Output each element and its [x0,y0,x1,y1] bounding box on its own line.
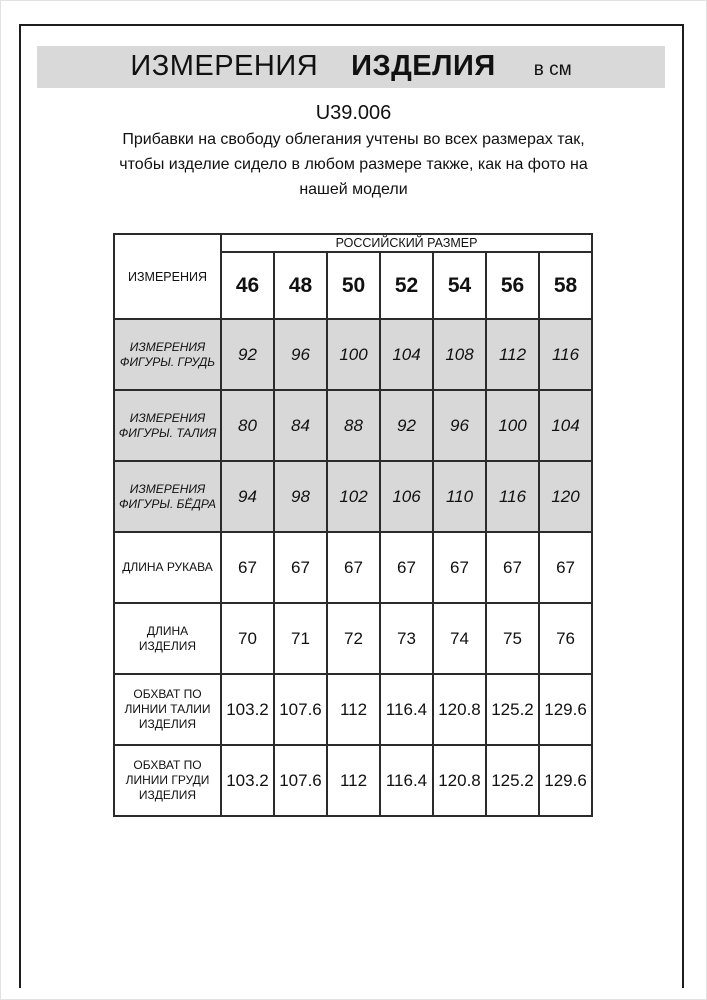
table-row [114,603,592,674]
page-title-word-product: ИЗДЕЛИЯ [351,50,496,82]
value-cell: 120.8 [433,674,486,745]
value-cell: 112 [327,674,380,745]
value-cell: 96 [274,319,327,390]
row-label: ДЛИНА РУКАВА [114,532,221,603]
row-label: ИЗМЕРЕНИЯ ФИГУРЫ. ГРУДЬ [114,319,221,390]
value-cell: 67 [221,532,274,603]
fit-note-line: Прибавки на свободу облегания учтены во всех размерах так, [122,131,585,148]
value-cell: 98 [274,461,327,532]
value-cell: 92 [221,319,274,390]
size-table-body [114,319,592,816]
value-cell: 112 [486,319,539,390]
value-cell: 116.4 [380,745,433,816]
fit-note-line: чтобы изделие сидело в любом размере также, как на фото на [119,156,588,173]
row-label: ИЗМЕРЕНИЯ ФИГУРЫ. БЁДРА [114,461,221,532]
table-row [114,674,592,745]
value-cell: 103.2 [221,745,274,816]
value-cell: 104 [380,319,433,390]
value-cell: 92 [380,390,433,461]
value-cell: 104 [539,390,592,461]
size-column-header: 56 [486,252,539,319]
value-cell: 74 [433,603,486,674]
value-cell: 112 [327,745,380,816]
size-column-header: 52 [380,252,433,319]
value-cell: 120 [539,461,592,532]
table-row [114,532,592,603]
table-row [114,319,592,390]
value-cell: 84 [274,390,327,461]
table-row [114,461,592,532]
fit-note [0,127,707,202]
row-label: ОБХВАТ ПО ЛИНИИ ТАЛИИ ИЗДЕЛИЯ [114,674,221,745]
value-cell: 80 [221,390,274,461]
value-cell: 67 [539,532,592,603]
value-cell: 67 [327,532,380,603]
value-cell: 94 [221,461,274,532]
value-cell: 125.2 [486,674,539,745]
fit-note-line: нашей модели [299,181,408,198]
value-cell: 110 [433,461,486,532]
value-cell: 73 [380,603,433,674]
size-column-header: 58 [539,252,592,319]
value-cell: 96 [433,390,486,461]
size-table [113,233,593,817]
row-label: ДЛИНА ИЗДЕЛИЯ [114,603,221,674]
size-column-header: 46 [221,252,274,319]
value-cell: 67 [486,532,539,603]
value-cell: 107.6 [274,674,327,745]
value-cell: 116 [539,319,592,390]
value-cell: 116 [486,461,539,532]
value-cell: 67 [433,532,486,603]
value-cell: 71 [274,603,327,674]
value-cell: 76 [539,603,592,674]
value-cell: 125.2 [486,745,539,816]
value-cell: 72 [327,603,380,674]
value-cell: 100 [327,319,380,390]
table-row-group-header [114,234,592,252]
value-cell: 102 [327,461,380,532]
value-cell: 67 [274,532,327,603]
page-title-unit: в см [533,59,572,80]
table-row [114,390,592,461]
model-code: U39.006 [315,102,392,124]
value-cell: 120.8 [433,745,486,816]
size-column-header: 48 [274,252,327,319]
value-cell: 70 [221,603,274,674]
value-cell: 107.6 [274,745,327,816]
value-cell: 103.2 [221,674,274,745]
value-cell: 100 [486,390,539,461]
corner-header-cell: ИЗМЕРЕНИЯ [114,234,221,319]
page-title-word-measurements: ИЗМЕРЕНИЯ [130,50,319,82]
value-cell: 75 [486,603,539,674]
title-band [37,46,665,88]
value-cell: 116.4 [380,674,433,745]
size-column-header: 50 [327,252,380,319]
value-cell: 67 [380,532,433,603]
value-cell: 108 [433,319,486,390]
value-cell: 129.6 [539,745,592,816]
table-row [114,745,592,816]
russian-size-group-header: РОССИЙСКИЙ РАЗМЕР [221,234,592,252]
row-label: ОБХВАТ ПО ЛИНИИ ГРУДИ ИЗДЕЛИЯ [114,745,221,816]
value-cell: 106 [380,461,433,532]
value-cell: 129.6 [539,674,592,745]
size-column-header: 54 [433,252,486,319]
row-label: ИЗМЕРЕНИЯ ФИГУРЫ. ТАЛИЯ [114,390,221,461]
value-cell: 88 [327,390,380,461]
